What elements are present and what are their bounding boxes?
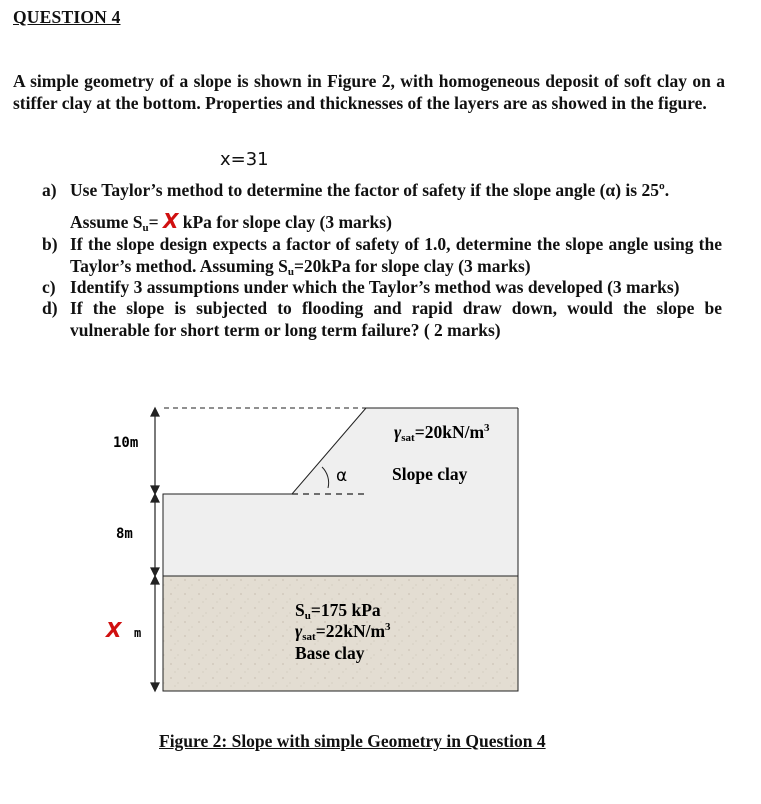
question-d-text: If the slope is subjected to flooding and rapid draw down, would the slope be vulnerable for short term or long term failure? ( 2 marks) bbox=[70, 298, 722, 340]
question-d bbox=[42, 298, 722, 341]
question-c bbox=[42, 277, 722, 299]
dim-top-label: 10m bbox=[113, 435, 139, 451]
x-value: x=31 bbox=[220, 149, 269, 170]
question-a-label: a) bbox=[42, 180, 57, 200]
question-b: b) If the slope design expects a factor of safety of 1.0, determine the slope angle using the Taylor’s method. Assuming $S_u=20kPa$ for slope clay (3 marks) bbox=[42, 234, 722, 278]
question-c-label: c) bbox=[42, 277, 56, 297]
angle-alpha-label: α bbox=[336, 466, 348, 486]
intro-paragraph: A simple geometry of a slope is shown in Figure 2, with homogeneous deposit of soft clay on a stiffer clay at the bottom. Properties and thicknesses of the layers are as showed in the figure. bbox=[13, 71, 725, 113]
question-a-line1: Use Taylor’s method to determine the factor of safety if the slope angle (α) is 25º. bbox=[70, 180, 670, 200]
base-su-label: Su=175 kPa bbox=[295, 600, 381, 622]
red-x-variable: X bbox=[162, 208, 179, 233]
dim-bottom-x: X bbox=[106, 618, 122, 642]
dimension-arrows bbox=[151, 408, 159, 691]
dim-mid-label: 8m bbox=[116, 526, 133, 542]
slope-figure bbox=[0, 380, 761, 720]
base-clay-label: Base clay bbox=[295, 643, 365, 663]
question-a bbox=[42, 180, 722, 239]
question-d-label: d) bbox=[42, 298, 58, 318]
base-gamma-label: $\gamma sat=22kN/m^3$ bbox=[295, 621, 391, 643]
question-b-text: If the slope design expects a factor of safety of 1.0, determine the slope angle using the Taylor’s method. Assuming S bbox=[70, 234, 722, 276]
slope-gamma-label: $\gamma sat=20kN/m^3$ bbox=[394, 422, 490, 444]
question-heading: QUESTION 4 bbox=[13, 7, 121, 27]
question-a-line2: Assume $S_u= X$ kPa for slope clay (3 marks) bbox=[70, 208, 392, 234]
question-c-text: Identify 3 assumptions under which the Taylor’s method was developed (3 marks) bbox=[70, 277, 680, 297]
question-b-label: b) bbox=[42, 234, 58, 254]
slope-clay-label: Slope clay bbox=[392, 464, 468, 484]
figure-caption: Figure 2: Slope with simple Geometry in Question 4 bbox=[159, 731, 546, 751]
dim-bottom-unit: m bbox=[134, 626, 142, 640]
